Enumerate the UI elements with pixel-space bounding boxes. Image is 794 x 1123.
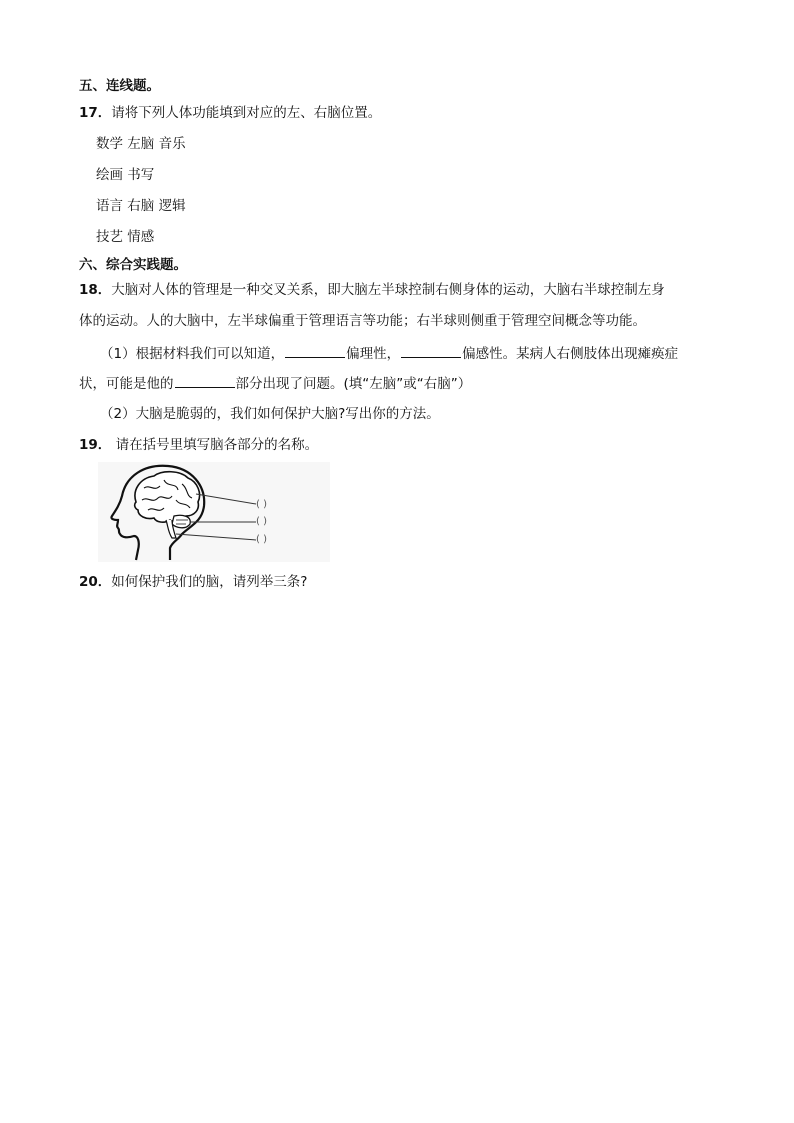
- answer-blank-3[interactable]: [175, 373, 235, 388]
- question-text: 大脑对人体的管理是一种交叉关系，即大脑左半球控制右侧身体的运动，大脑右半球控制左身: [111, 282, 665, 298]
- question-18-para1: [79, 280, 665, 300]
- section-six-title: 六、综合实践题。: [79, 257, 187, 273]
- question-18-sub1: [100, 343, 678, 364]
- sub1-text-e: 部分出现了问题。(填“左脑”或“右脑”）: [235, 376, 472, 392]
- label-bracket-2[interactable]: ( ): [256, 516, 267, 527]
- question-19: [79, 435, 318, 455]
- question-17: [79, 103, 381, 123]
- question-text: 如何保护我们的脑，请列举三条?: [111, 574, 308, 590]
- answer-blank-1[interactable]: [285, 343, 345, 358]
- question-18-sub1-cont: [79, 373, 471, 394]
- match-row-3: 语言 右脑 逻辑: [96, 198, 186, 214]
- question-number: 17．: [79, 105, 112, 121]
- question-20: [79, 572, 307, 592]
- question-number: 20．: [79, 574, 112, 590]
- sub1-text-b: 偏理性，: [346, 346, 401, 362]
- answer-blank-2[interactable]: [401, 343, 461, 358]
- label-bracket-3[interactable]: ( ): [256, 534, 267, 545]
- brain-diagram: [98, 462, 330, 562]
- question-text: 请将下列人体功能填到对应的左、右脑位置。: [111, 105, 382, 121]
- sub1-text-a: （1）根据材料我们可以知道，: [100, 346, 285, 362]
- question-number: 18．: [79, 282, 112, 298]
- sub1-text-c: 偏感性。某病人右侧肢体出现瘫痪症: [462, 346, 679, 362]
- question-18-para2: 体的运动。人的大脑中，左半球偏重于管理语言等功能；右半球则侧重于管理空间概念等功能。: [79, 313, 646, 329]
- question-18-sub2: （2）大脑是脆弱的，我们如何保护大脑?写出你的方法。: [100, 406, 440, 422]
- section-five-title: 五、连线题。: [79, 78, 160, 94]
- question-text: 请在括号里填写脑各部分的名称。: [111, 437, 319, 453]
- label-bracket-1[interactable]: ( ): [256, 499, 267, 510]
- question-number: 19．: [79, 437, 112, 453]
- sub1-text-d: 状，可能是他的: [79, 376, 174, 392]
- match-row-1: 数学 左脑 音乐: [96, 136, 186, 152]
- match-row-2: 绘画 书写: [96, 167, 155, 183]
- match-row-4: 技艺 情感: [96, 229, 155, 245]
- head-brain-icon: [98, 462, 330, 562]
